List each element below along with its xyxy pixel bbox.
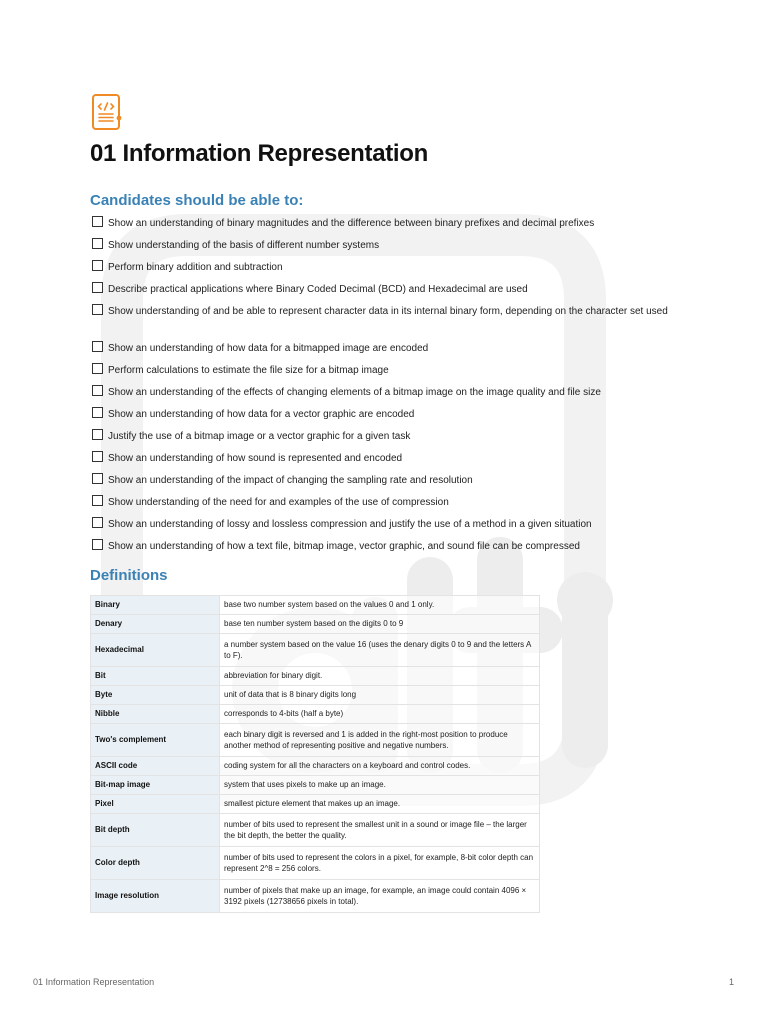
- objective-item: [92, 385, 680, 407]
- checkbox[interactable]: [92, 304, 103, 315]
- table-row: [91, 634, 540, 667]
- table-row: [91, 847, 540, 880]
- checkbox[interactable]: [92, 429, 103, 440]
- checkbox[interactable]: [92, 363, 103, 374]
- objective-text: Show an understanding of how data for a vector graphic are encoded: [108, 409, 415, 420]
- table-row: [91, 667, 540, 686]
- checkbox[interactable]: [92, 238, 103, 249]
- objective-text: Show an understanding of how sound is represented and encoded: [108, 453, 403, 464]
- objective-text: Show an understanding of how a text file, bitmap image, vector graphic, and sound file can be compressed: [108, 541, 580, 552]
- objective-text: Show understanding of the basis of different number systems: [108, 240, 380, 251]
- objective-item: [92, 282, 680, 304]
- table-row: [91, 814, 540, 847]
- checkbox[interactable]: [92, 341, 103, 352]
- objective-text: Show understanding of the need for and examples of the use of compression: [108, 497, 449, 508]
- objective-item: [92, 451, 680, 473]
- definition-cell: base two number system based on the values 0 and 1 only.: [220, 596, 540, 615]
- definition-cell: smallest picture element that makes up an image.: [220, 795, 540, 814]
- definitions-table: [90, 595, 540, 913]
- objective-item: [92, 495, 680, 517]
- objective-item: [92, 539, 680, 561]
- table-row: [91, 757, 540, 776]
- checkbox[interactable]: [92, 451, 103, 462]
- objective-text: Show an understanding of how data for a bitmapped image are encoded: [108, 343, 429, 354]
- term-cell: Nibble: [91, 705, 220, 724]
- term-cell: Bit: [91, 667, 220, 686]
- table-row: [91, 596, 540, 615]
- objective-text: Justify the use of a bitmap image or a vector graphic for a given task: [108, 431, 411, 442]
- definition-cell: unit of data that is 8 binary digits long: [220, 686, 540, 705]
- document-code-icon: [91, 93, 123, 131]
- checkbox[interactable]: [92, 260, 103, 271]
- objective-text: Show understanding of and be able to represent character data in its internal binary form, depending on the character set used: [108, 306, 668, 317]
- checkbox[interactable]: [92, 216, 103, 227]
- table-row: [91, 724, 540, 757]
- definition-cell: abbreviation for binary digit.: [220, 667, 540, 686]
- objective-text: Show an understanding of the impact of changing the sampling rate and resolution: [108, 475, 473, 486]
- term-cell: Bit depth: [91, 814, 220, 847]
- definition-cell: coding system for all the characters on a keyboard and control codes.: [220, 757, 540, 776]
- definition-cell: number of pixels that make up an image, for example, an image could contain 4096 × 3192 pixels (12738656 pixels in total).: [220, 880, 540, 913]
- checkbox[interactable]: [92, 385, 103, 396]
- table-row: [91, 776, 540, 795]
- checkbox[interactable]: [92, 407, 103, 418]
- term-cell: Denary: [91, 615, 220, 634]
- checkbox[interactable]: [92, 473, 103, 484]
- term-cell: ASCII code: [91, 757, 220, 776]
- objective-item: [92, 473, 680, 495]
- objective-item: [92, 407, 680, 429]
- term-cell: Pixel: [91, 795, 220, 814]
- term-cell: Binary: [91, 596, 220, 615]
- page-title: 01 Information Representation: [90, 140, 429, 167]
- table-row: [91, 705, 540, 724]
- definition-cell: base ten number system based on the digits 0 to 9: [220, 615, 540, 634]
- checkbox[interactable]: [92, 495, 103, 506]
- definition-cell: a number system based on the value 16 (uses the denary digits 0 to 9 and the letters A to F).: [220, 634, 540, 667]
- objective-item: [92, 216, 680, 238]
- definition-cell: system that uses pixels to make up an image.: [220, 776, 540, 795]
- objective-text: Show an understanding of the effects of changing elements of a bitmap image on the image quality and file size: [108, 387, 601, 398]
- term-cell: Bit-map image: [91, 776, 220, 795]
- checkbox[interactable]: [92, 517, 103, 528]
- objective-text: Perform binary addition and subtraction: [108, 262, 283, 273]
- objective-text: Show an understanding of lossy and lossless compression and justify the use of a method in a given situation: [108, 519, 592, 530]
- objectives-heading: Candidates should be able to:: [90, 192, 304, 209]
- term-cell: Byte: [91, 686, 220, 705]
- term-cell: Two's complement: [91, 724, 220, 757]
- checkbox[interactable]: [92, 539, 103, 550]
- term-cell: Hexadecimal: [91, 634, 220, 667]
- objective-item: [92, 238, 680, 260]
- objective-item: [92, 341, 680, 363]
- definitions-heading: Definitions: [90, 567, 168, 584]
- definition-cell: number of bits used to represent the smallest unit in a sound or image file – the larger the bit depth, the better the quality.: [220, 814, 540, 847]
- objective-text: Show an understanding of binary magnitudes and the difference between binary prefixes and decimal prefixes: [108, 218, 595, 229]
- definition-cell: corresponds to 4-bits (half a byte): [220, 705, 540, 724]
- objective-text: Perform calculations to estimate the file size for a bitmap image: [108, 365, 389, 376]
- objectives-list: [92, 216, 680, 561]
- objective-text: Describe practical applications where Binary Coded Decimal (BCD) and Hexadecimal are used: [108, 284, 528, 295]
- objective-item: [92, 363, 680, 385]
- page-number: 1: [729, 977, 735, 987]
- definition-cell: number of bits used to represent the colors in a pixel, for example, 8-bit color depth can represent 2^8 = 256 colors.: [220, 847, 540, 880]
- footer-title: 01 Information Representation: [33, 977, 155, 987]
- checkbox[interactable]: [92, 282, 103, 293]
- objective-item: [92, 517, 680, 539]
- table-row: [91, 795, 540, 814]
- definition-cell: each binary digit is reversed and 1 is added in the right-most position to produce another method of representing positive and negative numbers.: [220, 724, 540, 757]
- objective-item: [92, 260, 680, 282]
- table-row: [91, 880, 540, 913]
- term-cell: Image resolution: [91, 880, 220, 913]
- objective-item: [92, 304, 680, 341]
- objective-item: [92, 429, 680, 451]
- table-row: [91, 686, 540, 705]
- term-cell: Color depth: [91, 847, 220, 880]
- table-row: [91, 615, 540, 634]
